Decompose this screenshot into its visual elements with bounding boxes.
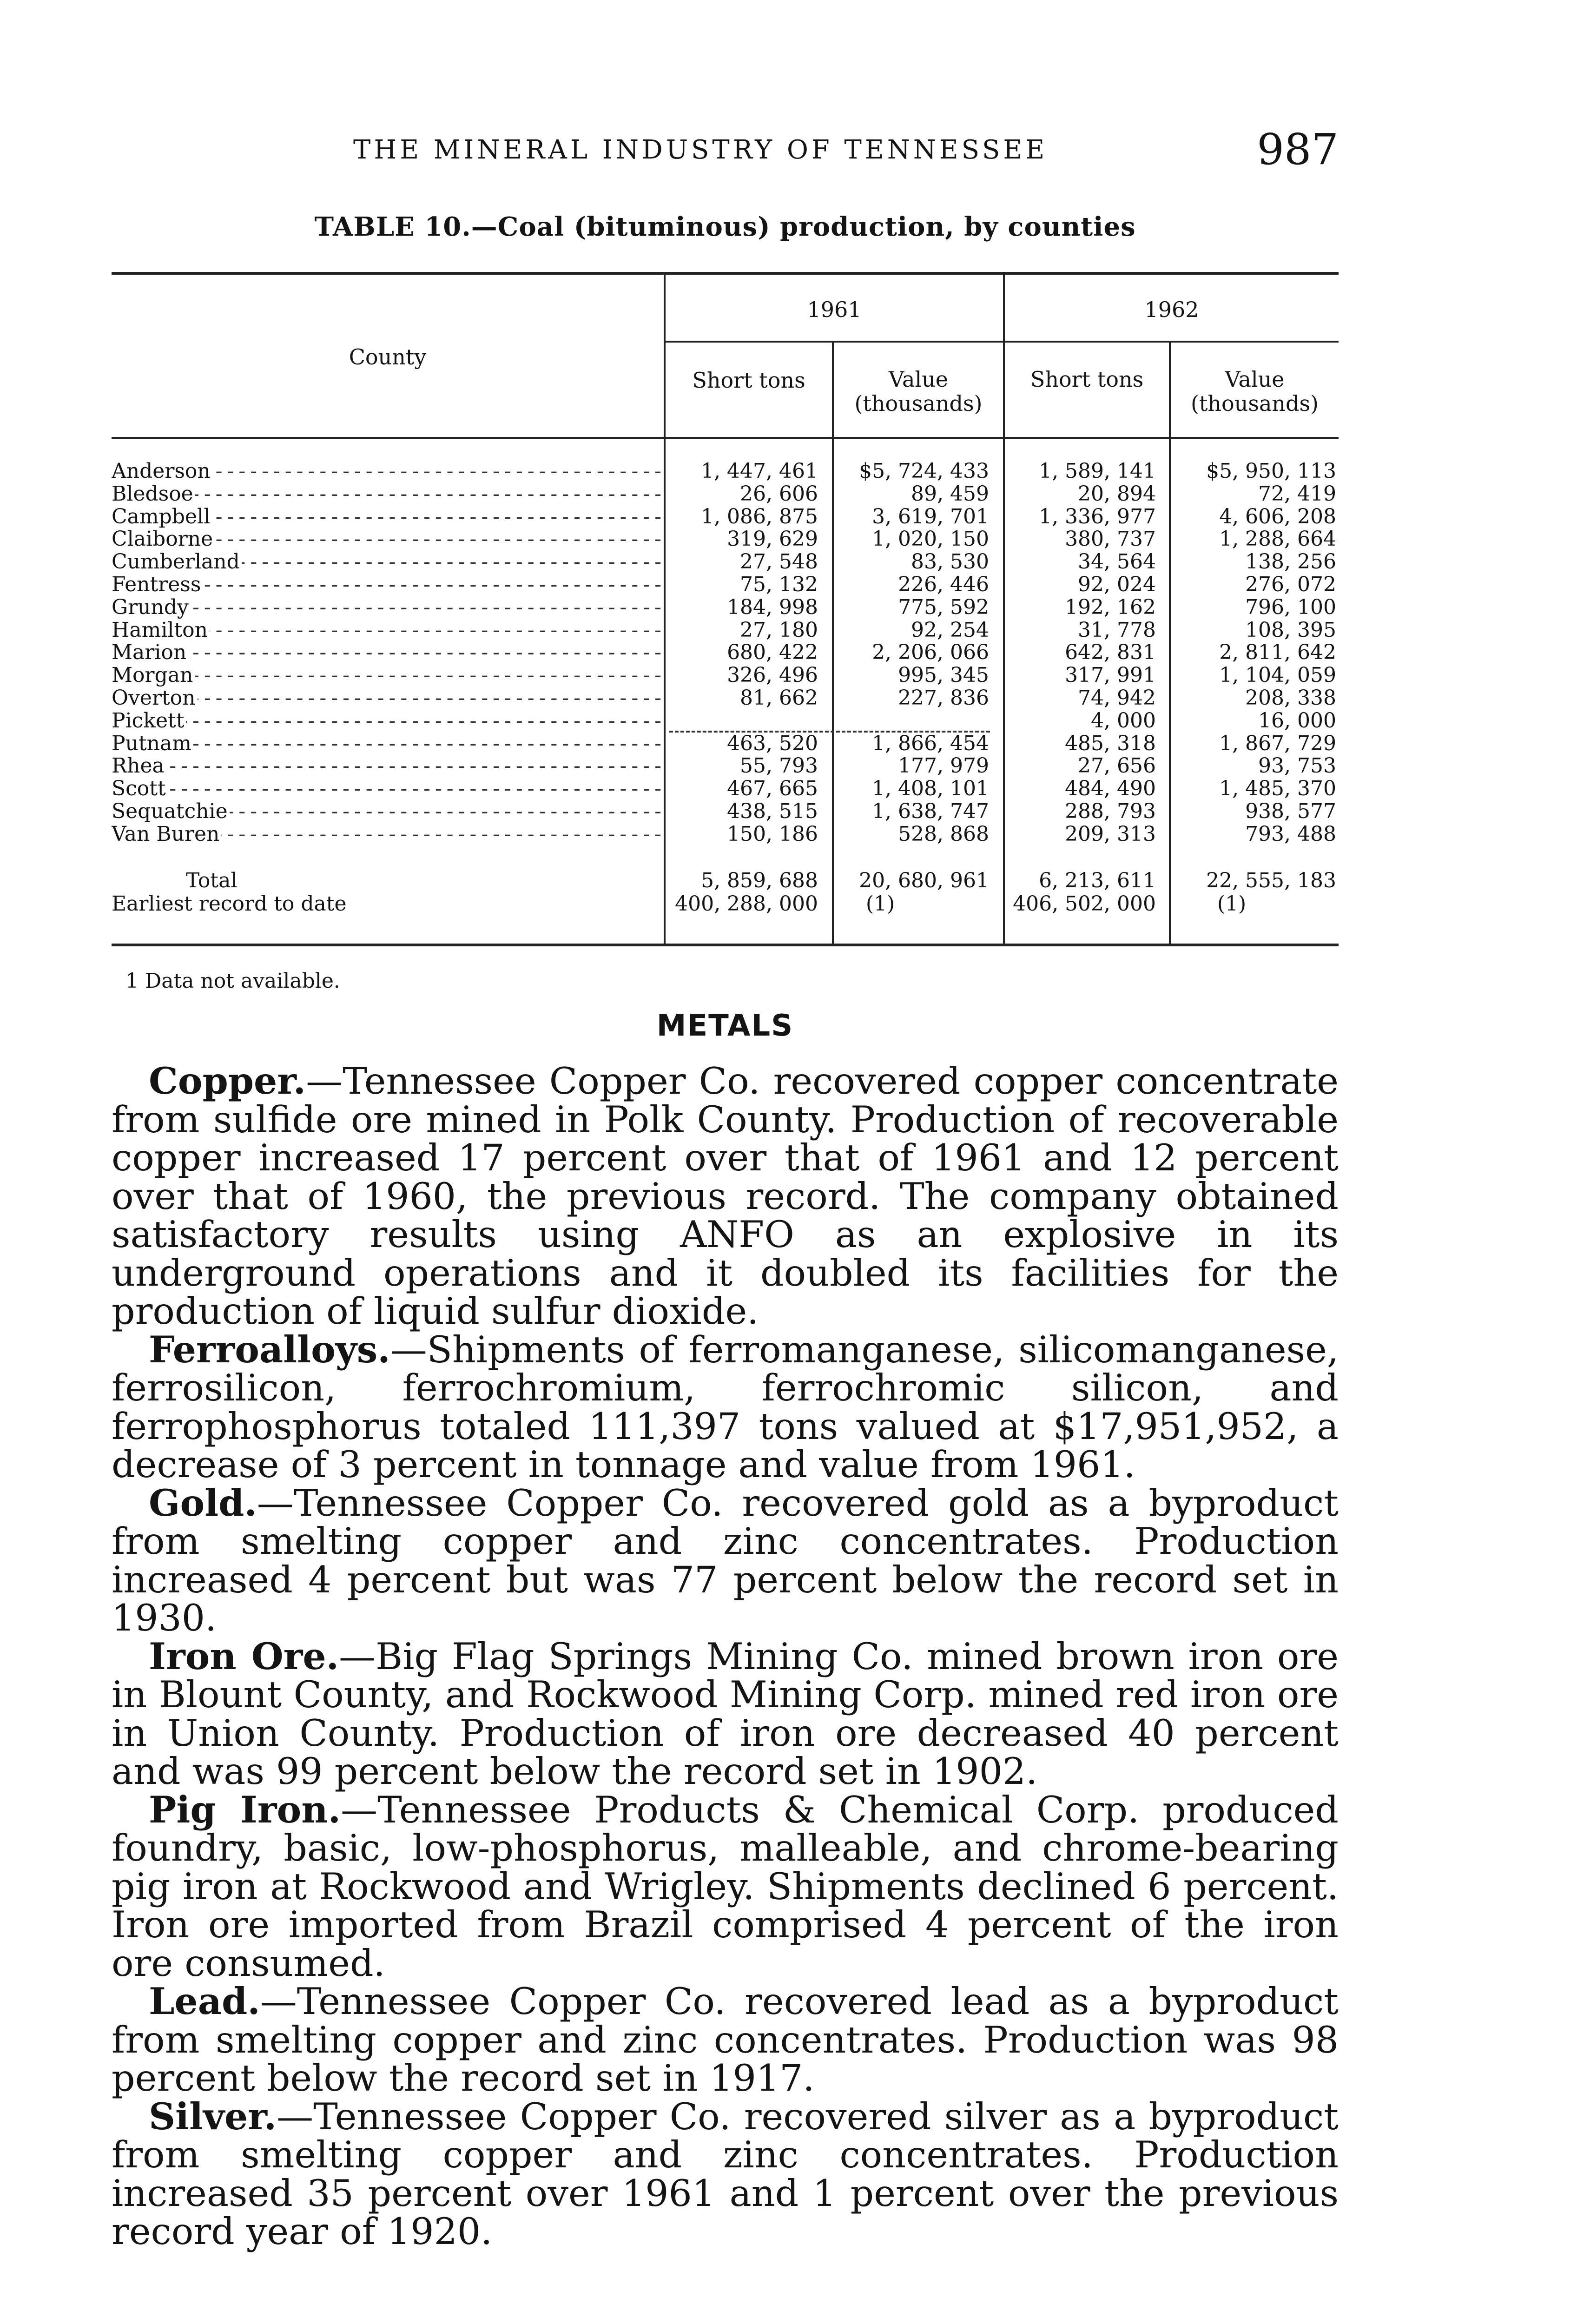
table-row-county: Cumberland - - - bbox=[112, 551, 665, 574]
value-header: Value (thousands) bbox=[1190, 367, 1319, 416]
column-1962-value: $5, 950, 113 72, 419 4, 606, 208 1, 288, 664 138, 256 276, 072 796, 100 108, 395 2, 811, 642 1, 104, 059 208, 338 16, 000 1, 867, 729 93, 753 1, 485, 370 938, 577 793, 488 bbox=[1206, 459, 1336, 846]
paragraph-ferroalloys: Ferroalloys.—Shipments of ferromanganese, silicomanganese, ferrosilicon, ferrochromium, ferrochromic silicon, and ferrophosphorus totaled 111,397 tons valued at $17,951,952, a decrease of 3 percent in tonnage and value from 1961. bbox=[112, 1327, 1339, 1486]
column-1962-short-tons: 1, 589, 141 20, 894 1, 336, 977 380, 737 34, 564 92, 024 192, 162 31, 778 642, 831 317, 991 74, 942 4, 000 485, 318 27, 656 484, 490 288, 793 209, 313 bbox=[1039, 459, 1156, 846]
table-row-county: Rhea - - - bbox=[112, 755, 665, 778]
short-tons-header: Short tons bbox=[1030, 367, 1144, 392]
paragraph-pig-iron: Pig Iron.—Tennessee Products & Chemical Corp. produced foundry, basic, low-phosphorus, malleable, and chrome-bearing pig iron at Rockwood and Wrigley. Shipments declined 6 percent. Iron ore imported from Brazil comprised 4 percent of the iron ore consumed. bbox=[112, 1788, 1339, 1985]
paragraph-gold: Gold.—Tennessee Copper Co. recovered gold as a byproduct from smelting copper and zinc concentrates. Production increased 4 percent but was 77 percent below the record set in 1930. bbox=[112, 1481, 1339, 1639]
table-row-county: Overton - - - bbox=[112, 687, 665, 710]
earliest-1961-value: (1) bbox=[865, 892, 895, 916]
paragraph-lead: Lead.—Tennessee Copper Co. recovered lead as a byproduct from smelting copper and zinc concentrates. Production was 98 percent below the record set in 1917. bbox=[112, 1980, 1339, 2100]
table-row-county: Van Buren - - - bbox=[112, 823, 665, 846]
year-header-rule bbox=[665, 341, 1339, 343]
table-title: TABLE 10.—Coal (bituminous) production, by counties bbox=[314, 211, 1136, 242]
running-head bbox=[112, 125, 1339, 176]
earliest-1961-tons: 400, 288, 000 bbox=[675, 892, 818, 916]
paragraph-copper: Copper.—Tennessee Copper Co. recovered copper concentrate from sulfide ore mined in Polk County. Production of recoverable copper increased 17 percent over that of 1961 and 12 percent over that of 1960, the previous record. The company obtained satisfactory results using ANFO as an explosive in its underground operations and it doubled its facilities for the production of liquid sulfur dioxide. bbox=[112, 1059, 1339, 1333]
table-row-county: Bledsoe - - - bbox=[112, 483, 665, 506]
table-row-county: Morgan - - - bbox=[112, 664, 665, 687]
table-row-county: Putnam - - - bbox=[112, 733, 665, 755]
year-1961-header: 1961 bbox=[807, 297, 862, 322]
table-row-county: Grundy - - - bbox=[112, 596, 665, 619]
body-text bbox=[112, 1059, 1339, 2253]
county-column bbox=[112, 460, 665, 846]
total-1962-tons: 6, 213, 611 bbox=[1039, 869, 1156, 892]
table-row-county: Pickett - - - bbox=[112, 710, 665, 733]
table-row-county: Scott - - - bbox=[112, 778, 665, 800]
short-tons-header: Short tons bbox=[692, 368, 805, 393]
value-header: Value (thousands) bbox=[854, 367, 983, 416]
table-row-county: Hamilton - - - bbox=[112, 619, 665, 642]
table-row-county: Anderson - - - bbox=[112, 460, 665, 483]
table-footnote: 1 Data not available. bbox=[125, 969, 340, 993]
total-1962-value: 22, 555, 183 bbox=[1206, 869, 1336, 892]
earliest-1962-value: (1) bbox=[1217, 892, 1247, 916]
total-1961-tons: 5, 859, 688 bbox=[701, 869, 818, 892]
table-bottom-rule bbox=[112, 944, 1339, 946]
table-row-county: Sequatchie - - - bbox=[112, 800, 665, 823]
paragraph-silver: Silver.—Tennessee Copper Co. recovered silver as a byproduct from smelting copper and zinc concentrates. Production increased 35 percent over 1961 and 1 percent over the previous record year of 1920. bbox=[112, 2094, 1339, 2253]
earliest-1962-tons: 406, 502, 000 bbox=[1013, 892, 1156, 916]
table-row-county: Claiborne - - - bbox=[112, 528, 665, 551]
table-row-county: Fentress - - - bbox=[112, 574, 665, 596]
total-label: Total bbox=[186, 869, 238, 892]
earliest-record-label: Earliest record to date bbox=[112, 892, 347, 916]
year-1962-header: 1962 bbox=[1144, 297, 1199, 322]
total-1961-value: 20, 680, 961 bbox=[859, 869, 989, 892]
county-header: County bbox=[349, 344, 427, 370]
paragraph-iron-ore: Iron Ore.—Big Flag Springs Mining Co. mined brown iron ore in Blount County, and Rockwood Mining Corp. mined red iron ore in Union County. Production of iron ore decreased 40 percent and was 99 percent below the record set in 1902. bbox=[112, 1634, 1339, 1793]
table-row-county: Marion - - - bbox=[112, 641, 665, 664]
table-row-county: Campbell - - - bbox=[112, 506, 665, 528]
page-number: 987 bbox=[1257, 125, 1339, 174]
section-heading: METALS bbox=[656, 1009, 794, 1043]
running-head-title: THE MINERAL INDUSTRY OF TENNESSEE bbox=[353, 135, 1048, 165]
header-bottom-rule bbox=[112, 437, 1339, 439]
column-1961-short-tons: 1, 447, 461 26, 606 1, 086, 875 319, 629 27, 548 75, 132 184, 998 27, 180 680, 422 326, 496 81, 662 463, 520 55, 793 467, 665 438, 515 150, 186 bbox=[701, 459, 818, 846]
column-1961-value: $5, 724, 433 89, 459 3, 619, 701 1, 020, 150 83, 530 226, 446 775, 592 92, 254 2, 206, 066 995, 345 227, 836 1, 866, 454 177, 979 1, 408, 101 1, 638, 747 528, 868 bbox=[859, 459, 989, 846]
pickett-1961-dash bbox=[669, 731, 990, 733]
table-top-rule bbox=[112, 272, 1339, 275]
